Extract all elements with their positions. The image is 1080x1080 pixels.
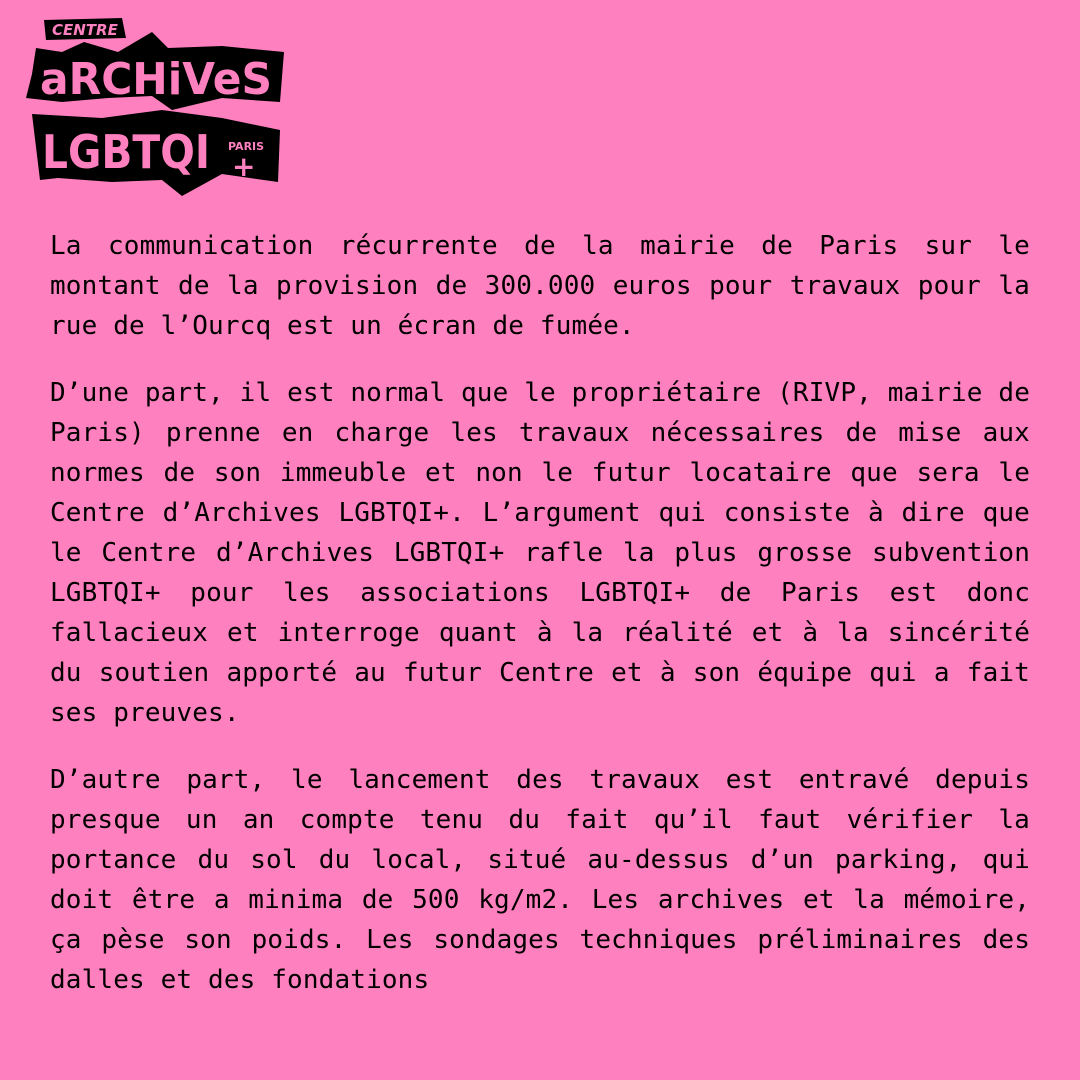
paragraph-second-point: D’autre part, le lancement des travaux est entravé depuis presque un an compte tenu du fait qu’il faut vérifier la portance du sol du local, situé au-dessus d’un parking, qui doit être a minima de 500 kg/m2. Les archives et la mémoire, ça pèse son poids. Les sondages techniques préliminaires des dalles et des fondations [50, 765, 1030, 995]
paragraph-first-point: D’une part, il est normal que le propriétaire (RIVP, mairie de Paris) prenne en charge les travaux nécessaires de mise aux normes de son immeuble et non le futur locataire que sera le Centre d’Archives LGBTQI+. L’argument qui consiste à dire que le Centre d’Archives LGBTQI+ rafle la plus grosse subvention LGBTQI+ pour les associations LGBTQI+ de Paris est donc fallacieux et interroge quant à la réalité et à la sincérité du soutien apporté au futur Centre et à son équipe qui a fait ses preuves. [50, 378, 1030, 728]
logo-centre-text: CENTRE [52, 21, 118, 39]
centre-archives-lgbtqi-logo [22, 18, 284, 208]
logo-graphic [22, 18, 284, 208]
article-body [50, 226, 1030, 1027]
logo-plus-text: + [232, 150, 256, 183]
logo-paris-text: PARIS [228, 140, 265, 153]
logo-lgbtqi-text: LGBTQI [42, 125, 210, 179]
logo-archives-text: aRCHiVeS [40, 54, 272, 105]
paragraph-intro: La communication récurrente de la mairie de Paris sur le montant de la provision de 300.000 euros pour travaux pour la rue de l’Ourcq est un écran de fumée. [50, 231, 1030, 341]
